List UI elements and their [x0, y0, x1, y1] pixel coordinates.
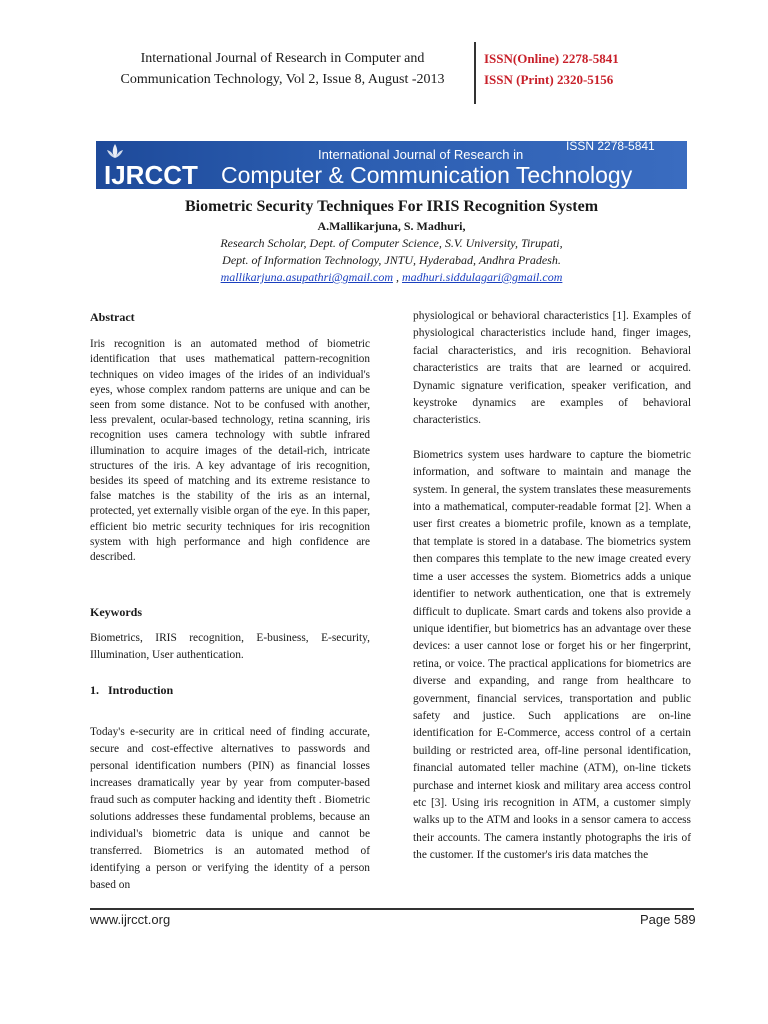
affiliation-1: Research Scholar, Dept. of Computer Science, S.V. University, Tirupati, [220, 236, 563, 250]
introduction-text: Today's e-security are in critical need of finding accurate, secure and cost-effective alternatives to passwords and personal identification numbers (PIN) as financial losses increases dramatically year by year from computer-based fraud such as computer hacking and identity theft . Biometric solutions addresses these fundamental problems, because an individual's biometric data is unique and cannot be transferred. Biometrics is an automated method of identifying a person or verifying the identity of a person based on [90, 726, 370, 892]
paper-title: Biometric Security Techniques For IRIS Recognition System [184, 198, 599, 215]
abstract-text: Iris recognition is an automated method of biometric identification that uses mathematical pattern-recognition techniques on video images of the irides of an individual's eyes, whose complex random patterns are unique and can be seen from some distance. Not to be confused with another, less prevalent, ocular-based technology, retina scanning, iris recognition uses camera technology with subtle infrared illumination to acquire images of the detail-rich, intricate structures of the iris. A key advantage of iris recognition, besides its speed of matching and its extreme resistance to false matches is the stability of the iris as an internal, protected, yet externally visible organ of the eye. In this paper, efficient bio metric security techniques for iris recognition system with high performance and high confidence are described. [90, 338, 370, 564]
journal-line-1: International Journal of Research in Computer and [140, 51, 425, 66]
abstract-heading: Abstract [90, 310, 135, 324]
email-link-2[interactable]: madhuri.siddulagari@gmail.com [401, 270, 563, 284]
abstract-section [90, 310, 370, 565]
journal-line-2: Communication Technology, Vol 2, Issue 8, August -2013 [120, 72, 445, 87]
issn-online: ISSN(Online) 2278-5841 [484, 51, 619, 66]
page-number: Page 589 [640, 912, 696, 927]
issn-print: ISSN (Print) 2320-5156 [484, 72, 614, 87]
section-title: Introduction [108, 683, 174, 697]
right-paragraph-2: Biometrics system uses hardware to capture the biometric information, and software to maintain and manage the system. In general, the system translates these measurements into a mathematical, computer-readable format [2]. When a user first creates a biometric profile, known as a template, that template is stored in a database. The biometrics system then compares this template to the new image created every time a user accesses the system. Biometrics adds a unique identifier to network authentication, one that is extremely difficult to duplicate. Smart cards and tokens also provide a unique identifier, but biometrics has an advantage over these devices: a user cannot lose or forget his or her fingerprint, retina, or voice. The practical applications for biometrics are diverse and expanding, and range from healthcare to government, financial services, transportation and public safety and justice. Such applications are on-line identification for E-Commerce, access control of a certain building or restricted area, off-line personal identification, financial automated teller machine (ATM), on-line tickets purchase and internet kiosk and military area access control etc [3]. Using iris recognition in ATM, a customer simply walks up to the ATM and looks in a sensor camera to access their accounts. The camera instantly photographs the iris of the customer. If the customer's iris data matches the [413, 448, 691, 862]
banner-line-1: International Journal of Research in [318, 147, 524, 162]
email-separator: , [392, 270, 402, 284]
header-divider [474, 42, 476, 104]
keywords-section [90, 605, 370, 664]
banner-logo-text: IJRCCT [104, 160, 198, 189]
introduction-section [90, 683, 370, 894]
paper-authors: A.Mallikarjuna, S. Madhuri, [317, 219, 466, 233]
banner-line-2: Computer & Communication Technology [221, 162, 633, 188]
footer-url[interactable]: www.ijrcct.org [90, 912, 171, 927]
banner-issn: ISSN 2278-5841 [566, 141, 655, 153]
footer-divider [90, 908, 694, 910]
section-number: 1. [90, 683, 99, 697]
keywords-heading: Keywords [90, 605, 142, 619]
keywords-text: Biometrics, IRIS recognition, E-business, E-security, Illumination, User authentication. [90, 632, 370, 662]
affiliation-2: Dept. of Information Technology, JNTU, Hyderabad, Andhra Pradesh. [222, 253, 561, 267]
author-emails [96, 270, 687, 285]
issn-block [484, 48, 619, 90]
journal-header [95, 48, 470, 90]
introduction-heading [90, 683, 370, 698]
journal-banner [96, 141, 687, 189]
right-paragraph-1: physiological or behavioral characteristics [1]. Examples of physiological characteristics include hand, finger images, facial characteristics, and iris recognition. Behavioral characteristics are traits that are learned or acquired. Dynamic signature verification, speaker verification, and keystroke dynamics are examples of behavioral characteristics. [413, 310, 691, 427]
right-column [413, 308, 691, 865]
email-link-1[interactable]: mallikarjuna.asupathri@gmail.com [220, 270, 393, 284]
